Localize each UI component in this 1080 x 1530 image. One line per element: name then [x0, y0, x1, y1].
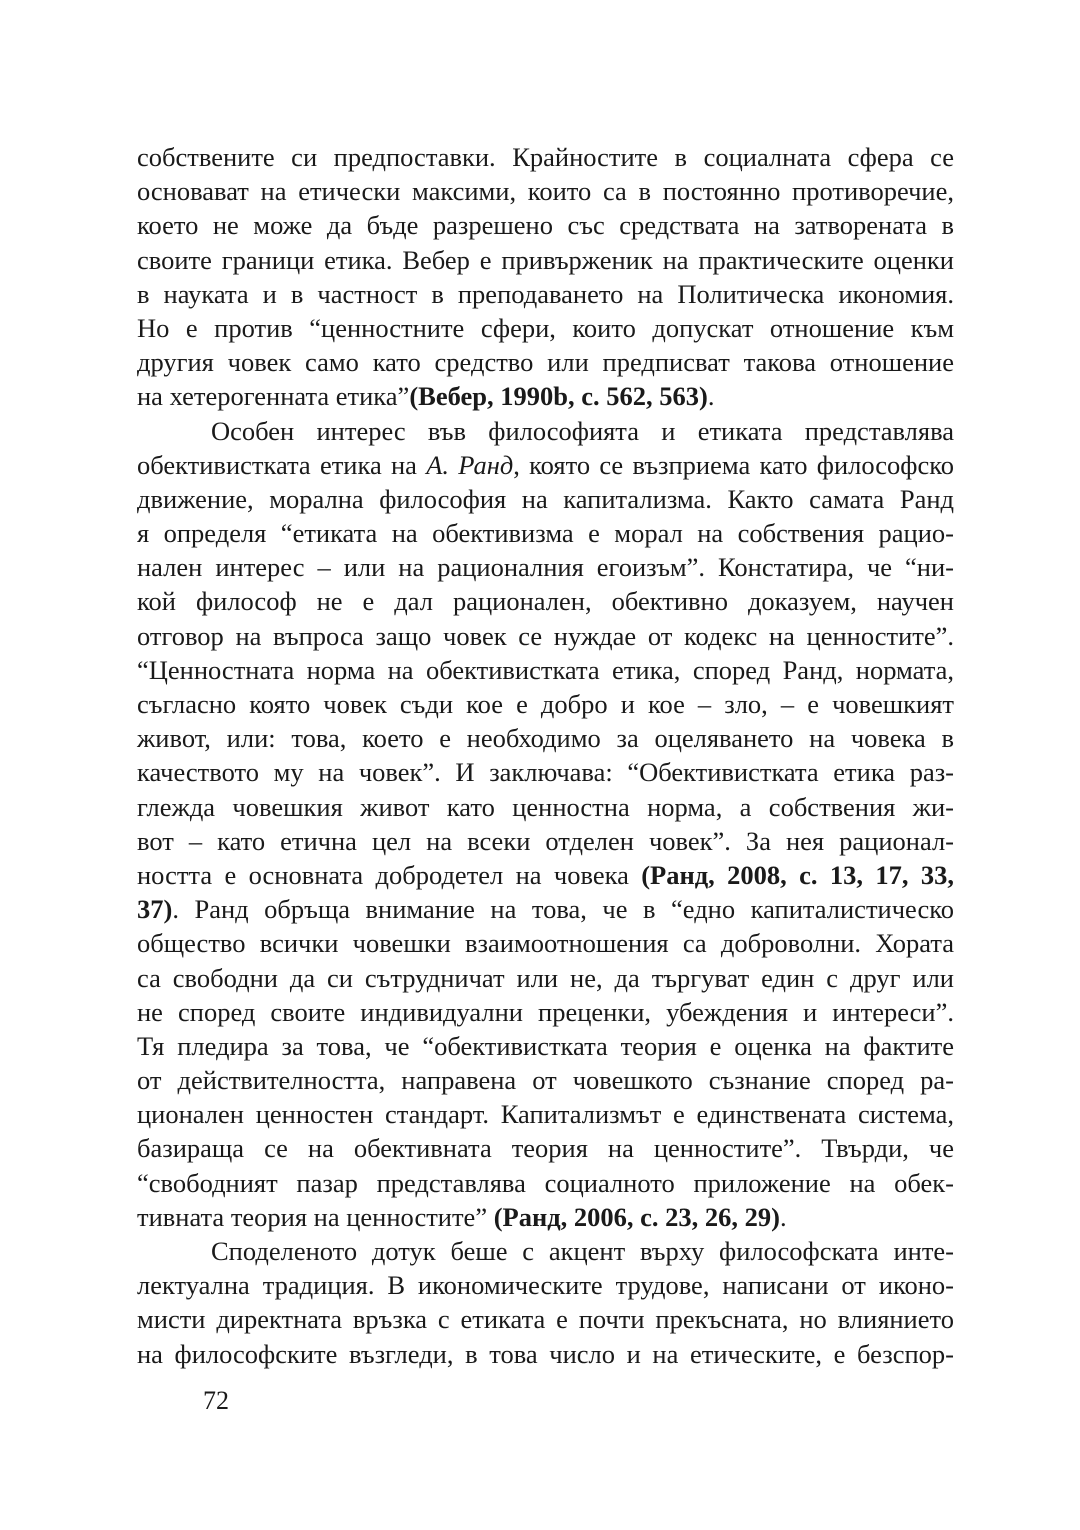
text-run: Особен интерес във философията и етиката представлява: [211, 415, 954, 446]
text-line: [137, 345, 954, 379]
text-line: [137, 995, 954, 1029]
text-line: [137, 961, 954, 995]
text-line: [137, 721, 954, 755]
text-run: собствените си предпоставки. Крайностите в социалната сфера се: [137, 142, 954, 172]
paragraph-first-line: [137, 1234, 954, 1268]
text-run: лектуална традиция. В икономическите трудове, написани от иконо-: [137, 1270, 954, 1301]
text-line: [137, 1302, 954, 1336]
text-line: [137, 926, 954, 960]
text-line: [137, 1268, 954, 1302]
text-run: мисти директната връзка с етиката е почти прекъсната, но влиянието: [137, 1304, 954, 1335]
text-line: [137, 619, 954, 653]
text-run: .: [779, 1201, 787, 1232]
text-run: базираща се на обективната теория на ценностите”. Твърди, че: [137, 1133, 954, 1164]
text-line: [137, 892, 954, 926]
text-line: [137, 790, 954, 824]
body-text: [137, 140, 954, 1371]
text-line: [137, 140, 954, 174]
text-line: [137, 1063, 954, 1097]
text-run: я определя “етиката на обективизма е морал на собствения рацио-: [137, 518, 954, 549]
citation-bold: (Ранд, 2006, с. 23, 26, 29): [493, 1201, 780, 1232]
text-run: вот – като етична цел на всеки отделен човек”. За нея рационал-: [137, 825, 954, 856]
text-run: обективистката етика на: [137, 449, 427, 480]
text-run: не според своите индивидуални преценки, убеждения и интереси”.: [137, 996, 954, 1027]
page-number: 72: [203, 1386, 229, 1415]
text-line: [137, 1029, 954, 1063]
text-run: Но е против “ценностните сфери, които допускат отношение към: [137, 312, 954, 343]
text-line: [137, 1337, 954, 1371]
text-run: , която се възприема като философско: [513, 449, 954, 480]
text-run: глежда човешкия живот като ценностна норма, а собствения жи-: [137, 791, 954, 822]
text-line: [137, 277, 954, 311]
text-line: [137, 824, 954, 858]
text-run: на философските възгледи, в това число и на етическите, е безспор-: [137, 1338, 954, 1369]
text-run: нален интерес – или на рационалния егоизъм”. Констатира, че “ни-: [137, 552, 954, 583]
text-run: в науката и в частност в преподаването на Политическа икономия.: [137, 278, 954, 309]
text-run: “Ценностната норма на обективистката етика, според Ранд, нормата,: [137, 654, 954, 685]
text-line: [137, 755, 954, 789]
text-run: Споделеното дотук беше с акцент върху философската инте-: [211, 1236, 954, 1266]
text-line: [137, 174, 954, 208]
text-line: [137, 550, 954, 584]
text-run: основават на етически максими, които са в постоянно противоречие,: [137, 176, 954, 207]
text-line: [137, 1200, 954, 1234]
text-line: [137, 448, 954, 482]
text-line: [137, 379, 954, 413]
text-run: движение, морална философия на капитализма. Както самата Ранд: [137, 483, 954, 514]
paragraph-first-line: [137, 414, 954, 448]
text-line: [137, 653, 954, 687]
author-name-italic: А. Ранд: [426, 449, 514, 480]
text-run: ността е основната добродетел на човека: [137, 859, 642, 890]
text-line: [137, 1097, 954, 1131]
text-run: което не може да бъде разрешено със средствата на затворената в: [137, 210, 954, 241]
text-line: [137, 208, 954, 242]
citation-bold: (Вебер, 1990b, с. 562, 563): [409, 381, 708, 412]
text-run: от действителността, направена от човешкото съзнание според ра-: [137, 1065, 954, 1096]
text-run: общество всички човешки взаимоотношения са доброволни. Хората: [137, 928, 954, 959]
text-line: [137, 311, 954, 345]
text-run: качеството му на човек”. И заключава: “Обективистката етика раз-: [137, 757, 954, 788]
text-run: живот, или: това, което е необходимо за оцеляването на човека в: [137, 723, 954, 754]
citation-bold: 37): [137, 894, 173, 925]
text-run: .: [707, 381, 715, 412]
text-run: . Ранд обръща внимание на това, че в “едно капиталистическо: [172, 894, 954, 925]
text-run: на хетерогенната етика”: [137, 381, 410, 412]
text-run: другия човек само като средство или предписват такова отношение: [137, 347, 954, 378]
text-run: ционален ценностен стандарт. Капитализмът е единствената система,: [137, 1099, 954, 1130]
text-run: тивната теория на ценностите”: [137, 1201, 494, 1232]
text-run: “свободният пазар представлява социалното приложение на обек-: [137, 1167, 954, 1198]
text-run: Тя пледира за това, че “обективистката теория е оценка на фактите: [137, 1030, 954, 1061]
text-line: [137, 687, 954, 721]
text-line: [137, 584, 954, 618]
text-run: съгласно която човек съди кое е добро и кое – зло, – е човешкият: [137, 689, 954, 719]
citation-bold: (Ранд, 2008, с. 13, 17, 33,: [641, 859, 955, 890]
text-line: [137, 482, 954, 516]
text-run: своите граници етика. Вебер е привърженик на практическите оценки: [137, 244, 954, 275]
text-run: са свободни да си сътрудничат или не, да търгуват един с друг или: [137, 962, 954, 993]
text-line: [137, 243, 954, 277]
text-line: [137, 858, 954, 892]
text-run: отговор на въпроса защо човек се нуждае от кодекс на ценностите”.: [137, 620, 954, 651]
text-run: кой философ не е дал рационален, обективно доказуем, научен: [137, 586, 954, 617]
text-line: [137, 516, 954, 550]
text-line: [137, 1166, 954, 1200]
text-line: [137, 1131, 954, 1165]
